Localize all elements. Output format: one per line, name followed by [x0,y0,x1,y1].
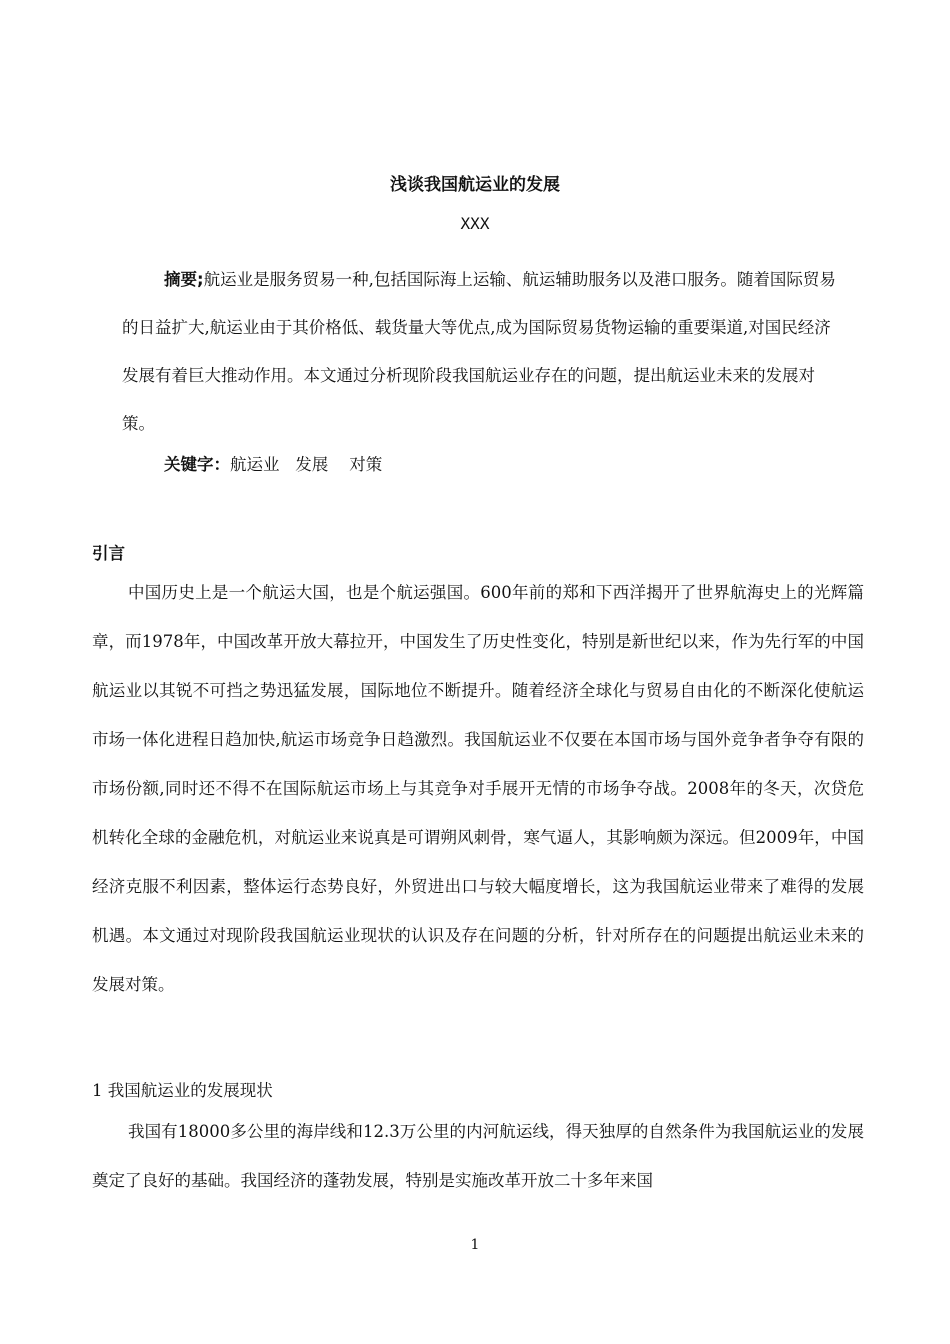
document-author: XXX [460,214,490,233]
abstract-paragraph [122,256,842,448]
document-title: 浅谈我国航运业的发展 [390,175,560,195]
abstract-label: 摘要; [164,270,204,289]
keywords-text: 航运业 发展 对策 [230,455,383,474]
page-number: 1 [470,1237,480,1253]
intro-heading: 引言 [92,544,125,563]
abstract-text: 航运业是服务贸易一种,包括国际海上运输、航运辅助服务以及港口服务。随着国际贸易的日益扩大,航运业由于其价格低、载货量大等优点,成为国际贸易货物运输的重要渠道,对国民经济发展有着巨大推动作用。本文通过分析现阶段我国航运业存在的问题，提出航运业未来的发展对策。 [122,270,836,433]
section1-paragraph: 我国有18000多公里的海岸线和12.3万公里的内河航运线，得天独厚的自然条件为我国航运业的发展奠定了良好的基础。我国经济的蓬勃发展，特别是实施改革开放二十多年来国 [92,1122,864,1190]
keywords-line [164,451,382,475]
intro-paragraph: 中国历史上是一个航运大国，也是个航运强国。600年前的郑和下西洋揭开了世界航海史上的光辉篇章，而1978年，中国改革开放大幕拉开，中国发生了历史性变化，特别是新世纪以来，作为先行军的中国航运业以其锐不可挡之势迅猛发展，国际地位不断提升。随着经济全球化与贸易自由化的不断深化使航运市场一体化进程日趋加快,航运市场竞争日趋激烈。我国航运业不仅要在本国市场与国外竞争者争夺有限的市场份额,同时还不得不在国际航运市场上与其竞争对手展开无情的市场争夺战。2008年的冬天，次贷危机转化全球的金融危机，对航运业来说真是可谓朔风刺骨，寒气逼人，其影响颇为深远。但2009年，中国经济克服不利因素，整体运行态势良好，外贸进出口与较大幅度增长，这为我国航运业带来了难得的发展机遇。本文通过对现阶段我国航运业现状的认识及存在问题的分析，针对所存在的问题提出航运业未来的发展对策。 [92,583,864,994]
section1-heading: 1 我国航运业的发展现状 [92,1081,273,1100]
keywords-label: 关键字： [164,455,230,474]
